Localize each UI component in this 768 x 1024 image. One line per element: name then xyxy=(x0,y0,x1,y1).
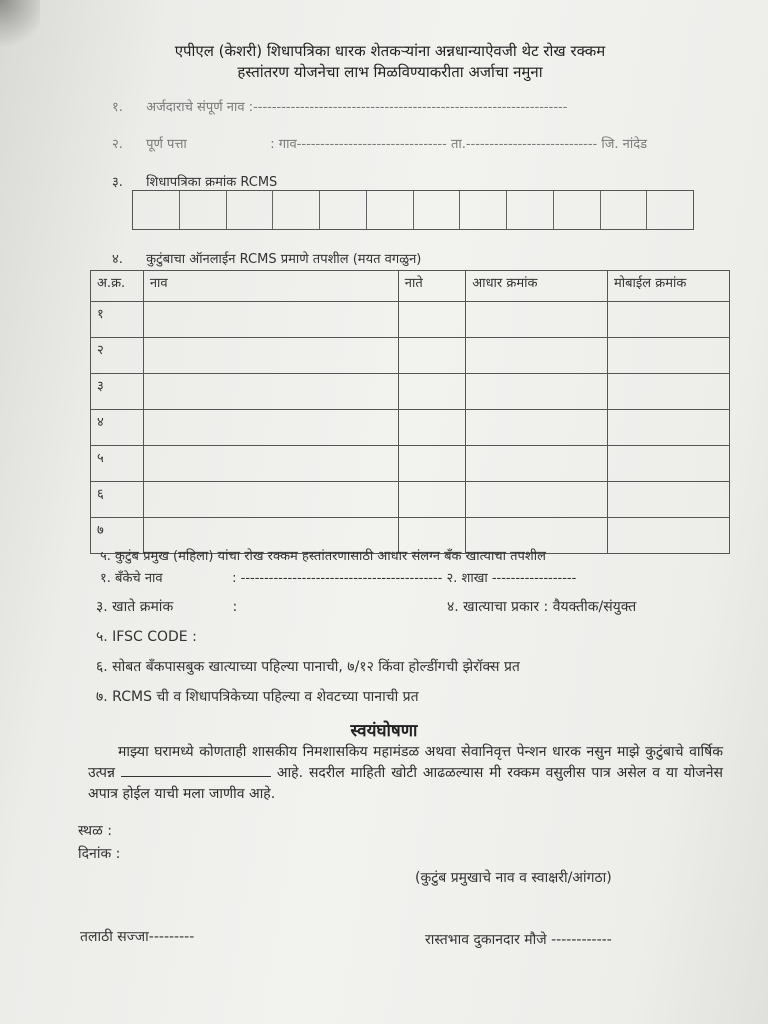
cell-aadhaar[interactable] xyxy=(466,482,608,518)
table-row xyxy=(91,338,730,374)
declaration-text-part-2: आहे. सदरील माहिती खोटी आढळल्यास मी रक्कम वसुलीस पात्र असेल व या योजनेस अपात्र होईल याची मला जाणीव आहे. xyxy=(88,765,723,802)
talathi-signature: तलाठी सज्जा--------- xyxy=(80,929,195,945)
field-label: पूर्ण पत्ता xyxy=(146,137,187,152)
rcms-digit-box[interactable] xyxy=(227,191,274,229)
col-aadhaar: आधार क्रमांक xyxy=(466,271,608,302)
col-serial: अ.क्र. xyxy=(91,271,144,302)
field-label: अर्जदाराचे संपूर्ण नाव xyxy=(146,100,245,115)
field-number: ३. xyxy=(112,175,123,190)
form-title-line-2: हस्तांतरण योजनेचा लाभ मिळविण्याकरीता अर्जाचा नमुना xyxy=(237,63,543,81)
table-row xyxy=(91,410,730,446)
field-blank: : गाव-------------------------------- ता.---------------------------- जि. नांदेड xyxy=(270,137,648,152)
field-label: १. बँकेचे नाव xyxy=(100,571,163,586)
family-details-table xyxy=(90,270,730,554)
cell-relation[interactable] xyxy=(398,374,466,410)
row-number: ६ xyxy=(91,482,144,518)
cell-mobile[interactable] xyxy=(607,338,729,374)
cell-aadhaar[interactable] xyxy=(466,374,608,410)
cell-relation[interactable] xyxy=(398,446,466,482)
cell-aadhaar[interactable] xyxy=(466,302,608,338)
table-header-row xyxy=(91,271,730,302)
declaration-text xyxy=(88,742,723,805)
cell-name[interactable] xyxy=(143,482,398,518)
cell-aadhaar[interactable] xyxy=(466,338,608,374)
field-number: ४. xyxy=(112,252,123,267)
field-blank: : ------------------------------------------- २. शाखा ------------------ xyxy=(232,571,577,586)
cell-relation[interactable] xyxy=(398,410,466,446)
cell-mobile[interactable] xyxy=(607,518,729,554)
field-colon: : xyxy=(232,599,238,615)
field-applicant-name[interactable] xyxy=(112,97,567,115)
field-label: शिधापत्रिका क्रमांक RCMS xyxy=(146,175,278,190)
rcms-digit-box[interactable] xyxy=(180,191,227,229)
cell-relation[interactable] xyxy=(398,302,466,338)
form-title-line-1: एपीएल (केशरी) शिधापत्रिका धारक शेतकऱ्यांना अन्नधान्याऐवजी थेट रोख रक्कम xyxy=(174,42,606,60)
paper-shadow xyxy=(0,0,40,50)
field-place[interactable]: स्थळ : xyxy=(78,823,112,839)
rcms-digit-box[interactable] xyxy=(133,191,180,229)
rcms-digit-box[interactable] xyxy=(320,191,367,229)
rcms-digit-box[interactable] xyxy=(507,191,554,229)
cell-mobile[interactable] xyxy=(607,446,729,482)
cell-name[interactable] xyxy=(143,374,398,410)
row-number: ३ xyxy=(91,374,144,410)
doc-requirement-7: ७. RCMS ची व शिधापत्रिकेच्या पहिल्या व शेवटच्या पानाची प्रत xyxy=(96,689,419,705)
family-details-label xyxy=(112,249,421,267)
cell-name[interactable] xyxy=(143,446,398,482)
field-account-type: ४. खात्याचा प्रकार : वैयक्तीक/संयुक्त xyxy=(447,599,637,615)
cell-relation[interactable] xyxy=(398,338,466,374)
table-row xyxy=(91,374,730,410)
table-row xyxy=(91,302,730,338)
col-relation: नाते xyxy=(398,271,466,302)
field-rcms-label xyxy=(112,172,277,190)
income-blank[interactable] xyxy=(121,764,271,777)
field-date[interactable]: दिनांक : xyxy=(78,846,121,862)
rcms-digit-box[interactable] xyxy=(647,191,693,229)
rcms-digit-box[interactable] xyxy=(460,191,507,229)
declaration-heading: स्वयंघोषणा xyxy=(350,721,418,741)
field-full-address[interactable] xyxy=(112,134,647,152)
cell-name[interactable] xyxy=(143,302,398,338)
table-row xyxy=(91,482,730,518)
declaration-text-part-1: माझ्या घरामध्ये कोणताही शासकीय निमशासकिय महामंडळ अथवा सेवानिवृत्त पेन्शन धारक नसुन माझे कुटुंबाचे वार्षिक उत्पन्न xyxy=(88,744,723,781)
field-ifsc-code[interactable]: ५. IFSC CODE : xyxy=(96,629,197,645)
cell-mobile[interactable] xyxy=(607,410,729,446)
row-number: ७ xyxy=(91,518,144,554)
col-name: नाव xyxy=(143,271,398,302)
row-number: ४ xyxy=(91,410,144,446)
signature-label: (कुटुंब प्रमुखाचे नाव व स्वाक्षरी/आंगठा) xyxy=(415,870,612,886)
bank-details-heading: ५. कुटुंब प्रमुख (महिला) यांचा रोख रक्कम हस्तांतरणासाठी आधार संलग्न बँक खात्याचा तपशील xyxy=(100,549,546,564)
cell-mobile[interactable] xyxy=(607,482,729,518)
field-account-number[interactable] xyxy=(96,597,237,616)
field-bank-name[interactable] xyxy=(100,568,576,586)
field-blank: :------------------------------------------------------------------- xyxy=(248,100,568,115)
col-mobile: मोबाईल क्रमांक xyxy=(607,271,729,302)
cell-aadhaar[interactable] xyxy=(466,410,608,446)
rcms-digit-box[interactable] xyxy=(601,191,648,229)
cell-name[interactable] xyxy=(143,338,398,374)
rcms-digit-box[interactable] xyxy=(273,191,320,229)
cell-name[interactable] xyxy=(143,410,398,446)
shopkeeper-signature: रास्तभाव दुकानदार मौजे ------------ xyxy=(425,932,612,948)
field-label: कुटुंबाचा ऑनलाईन RCMS प्रमाणे तपशील (मयत वगळुन) xyxy=(146,252,422,267)
rcms-digit-box[interactable] xyxy=(367,191,414,229)
row-number: २ xyxy=(91,338,144,374)
cell-mobile[interactable] xyxy=(607,374,729,410)
rcms-digit-box[interactable] xyxy=(554,191,601,229)
rcms-digit-box[interactable] xyxy=(414,191,461,229)
field-number: १. xyxy=(112,100,123,115)
cell-relation[interactable] xyxy=(398,482,466,518)
field-label: ३. खाते क्रमांक xyxy=(96,599,174,615)
cell-mobile[interactable] xyxy=(607,302,729,338)
cell-aadhaar[interactable] xyxy=(466,446,608,482)
rcms-number-boxes[interactable] xyxy=(132,190,694,230)
row-number: ५ xyxy=(91,446,144,482)
row-number: १ xyxy=(91,302,144,338)
doc-requirement-6: ६. सोबत बँकपासबुक खात्याच्या पहिल्या पानाची, ७/१२ किंवा होल्डींगची झेरॉक्स प्रत xyxy=(96,659,520,675)
field-number: २. xyxy=(112,137,123,152)
table-row xyxy=(91,446,730,482)
